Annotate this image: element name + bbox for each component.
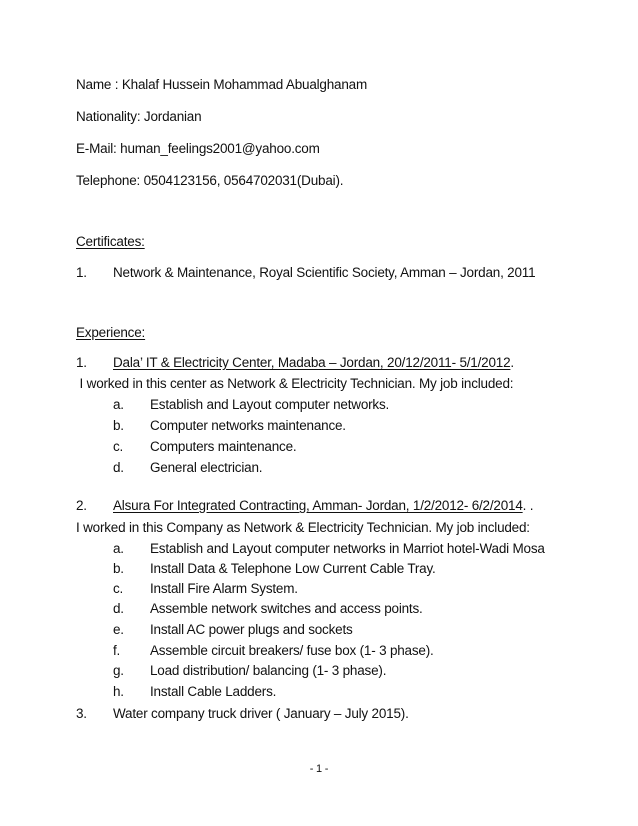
experience-2-intro: I worked in this Company as Network & Electricity Technician. My job included: [76, 520, 530, 535]
experience-1-task: Establish and Layout computer networks. [150, 397, 390, 412]
experience-2-task: Install Data & Telephone Low Current Cable Tray. [150, 561, 436, 576]
experience-1-task-letter: c. [113, 439, 124, 454]
name-line: Name : Khalaf Hussein Mohammad Abualghanam [76, 77, 368, 92]
experience-2-task-letter: g. [113, 663, 124, 678]
experience-2-title-line [113, 497, 533, 515]
experience-1-task: Computers maintenance. [150, 439, 297, 454]
experience-2-task: Establish and Layout computer networks in Marriot hotel-Wadi Mosa [150, 541, 545, 556]
experience-2-task: Install AC power plugs and sockets [150, 622, 353, 637]
experience-1-intro: I worked in this center as Network & Electricity Technician. My job included: [76, 376, 514, 391]
experience-1-task-letter: d. [113, 460, 124, 475]
experience-2-task-letter: f. [113, 643, 121, 658]
experience-2-task-letter: d. [113, 601, 124, 616]
experience-2-title-suffix: . . [522, 498, 534, 513]
experience-2-task-letter: h. [113, 684, 124, 699]
experience-2-task-letter: c. [113, 581, 124, 596]
experience-2-task: Load distribution/ balancing (1- 3 phase). [150, 663, 387, 678]
experience-1-task-letter: a. [113, 397, 124, 412]
experience-2-number: 2. [76, 498, 87, 513]
experience-2-task: Install Fire Alarm System. [150, 581, 298, 596]
page-number: - 1 - [309, 763, 329, 775]
experience-2-task-letter: b. [113, 561, 124, 576]
experience-3-title: Water company truck driver ( January – July 2015). [113, 706, 409, 721]
experience-2-title: Alsura For Integrated Contracting, Amman- Jordan, 1/2/2012- 6/2/2014 [113, 498, 523, 513]
experience-1-number: 1. [76, 355, 87, 370]
experience-1-task: Computer networks maintenance. [150, 418, 346, 433]
telephone-line: Telephone: 0504123156, 0564702031(Dubai). [76, 173, 344, 188]
experience-1-task-letter: b. [113, 418, 124, 433]
email-line: E-Mail: human_feelings2001@yahoo.com [76, 141, 320, 156]
certificate-text: Network & Maintenance, Royal Scientific Society, Amman – Jordan, 2011 [113, 265, 536, 280]
experience-3-number: 3. [76, 706, 87, 721]
experience-heading: Experience: [76, 325, 146, 340]
experience-2-task: Assemble network switches and access points. [150, 601, 423, 616]
experience-2-task-letter: a. [113, 541, 124, 556]
experience-1-title-suffix: . [510, 355, 514, 370]
experience-2-task-letter: e. [113, 622, 124, 637]
experience-2-task: Install Cable Ladders. [150, 684, 277, 699]
experience-1-task: General electrician. [150, 460, 263, 475]
experience-1-title: Dala’ IT & Electricity Center, Madaba – Jordan, 20/12/2011- 5/1/2012 [113, 355, 511, 370]
certificates-heading: Certificates: [76, 234, 145, 249]
experience-2-task: Assemble circuit breakers/ fuse box (1- 3 phase). [150, 643, 434, 658]
experience-1-title-line [113, 354, 514, 372]
nationality-line: Nationality: Jordanian [76, 109, 202, 124]
certificate-number: 1. [76, 265, 87, 280]
